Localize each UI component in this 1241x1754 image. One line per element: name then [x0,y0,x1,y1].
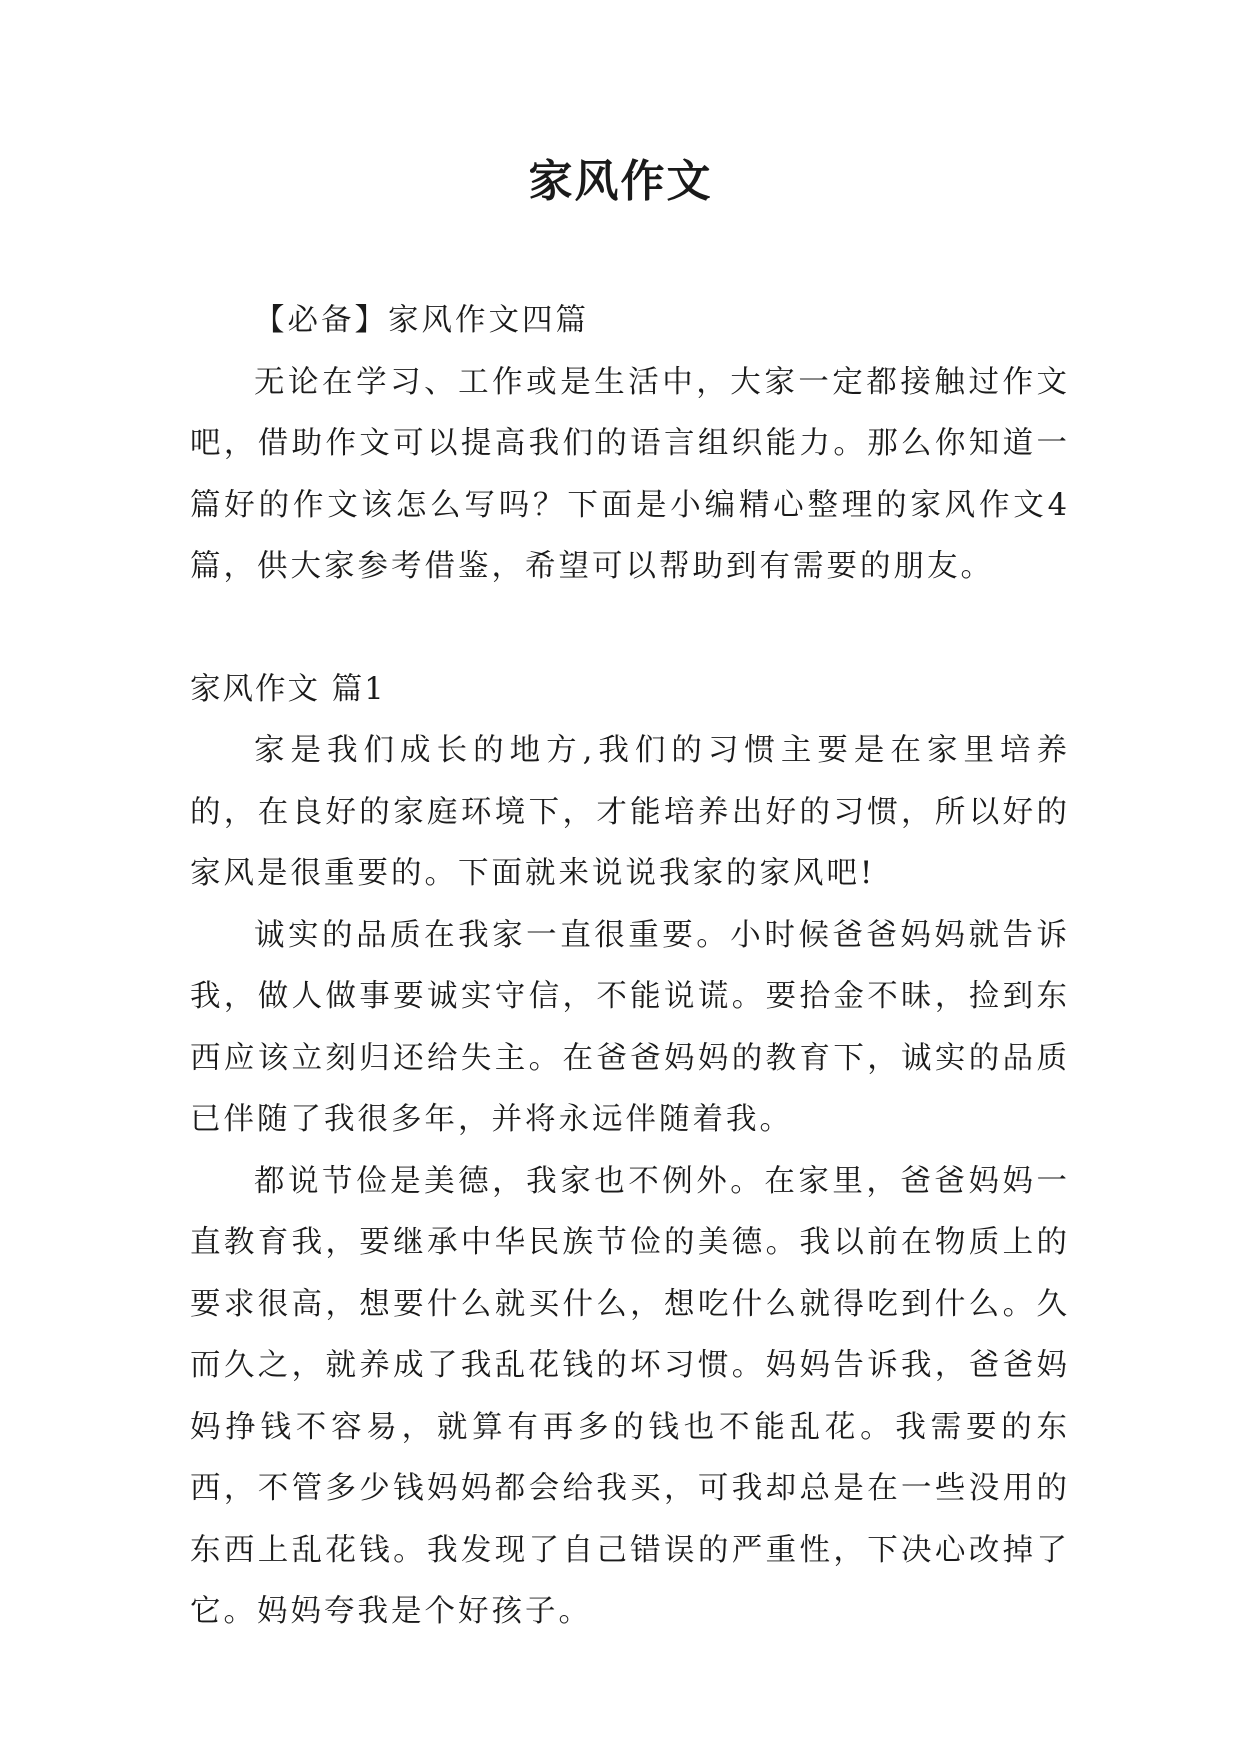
document-subtitle: 【必备】家风作文四篇 [254,303,589,338]
body-paragraph: 都说节俭是美德，我家也不例外。在家里，爸爸妈妈一直教育我，要继承中华民族节俭的美德。我以前在物质上的要求很高，想要什么就买什么，想吃什么就得吃到什么。久而久之，就养成了我乱花钱的坏习惯。妈妈告诉我，爸爸妈妈挣钱不容易，就算有再多的钱也不能乱花。我需要的东西，不管多少钱妈妈都会给我买，可我却总是在一些没用的东西上乱花钱。我发现了自己错误的严重性，下决心改掉了它。妈妈夸我是个好孩子。 [190,1163,1070,1629]
page-title: 家风作文 [528,156,713,207]
intro-paragraph: 无论在学习、工作或是生活中，大家一定都接触过作文吧，借助作文可以提高我们的语言组织能力。那么你知道一篇好的作文该怎么写吗？下面是小编精心整理的家风作文4篇，供大家参考借鉴，希望可以帮助到有需要的朋友。 [190,364,1070,584]
body-paragraph: 家是我们成长的地方,我们的习惯主要是在家里培养的，在良好的家庭环境下，才能培养出好的习惯，所以好的家风是很重要的。下面就来说说我家的家风吧! [190,733,1070,891]
section-heading: 家风作文 篇1 [190,671,386,707]
document-body [190,290,1070,1643]
body-paragraph: 诚实的品质在我家一直很重要。小时候爸爸妈妈就告诉我，做人做事要诚实守信，不能说谎。要拾金不昧，捡到东西应该立刻归还给失主。在爸爸妈妈的教育下，诚实的品质已伴随了我很多年，并将永远伴随着我。 [190,917,1070,1137]
